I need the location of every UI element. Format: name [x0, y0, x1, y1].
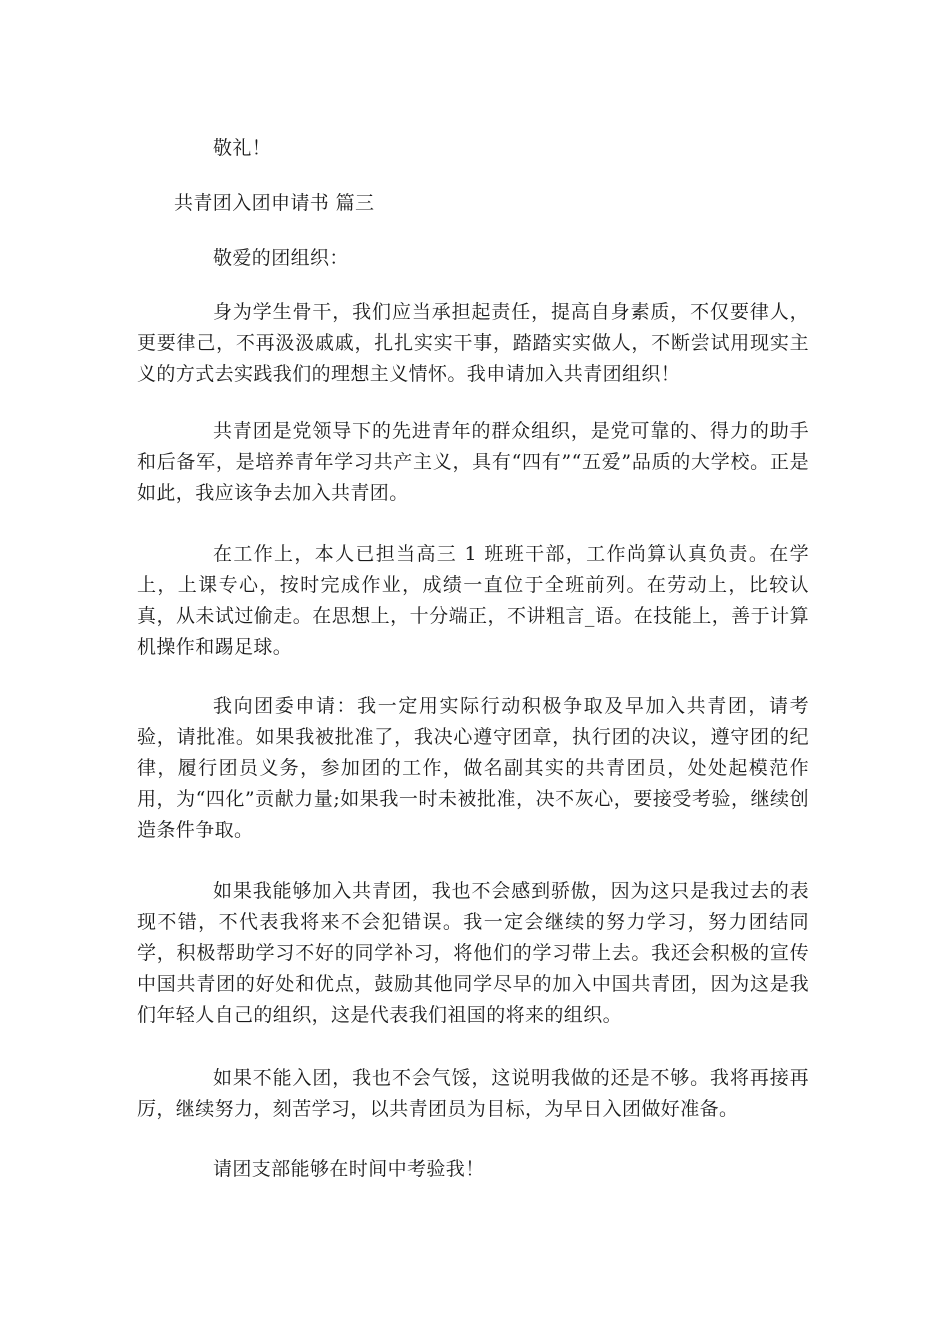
paragraph-3: 在工作上，本人已担当高三 1 班班干部，工作尚算认真负责。在学上，上课专心，按时完成作业，成绩一直位于全班前列。在劳动上，比较认真，从未试过偷走。在思想上，十分端正，不讲粗言_语。在技能上，善于计算机操作和踢足球。: [137, 543, 809, 658]
paragraph-2: 共青团是党领导下的先进青年的群众组织，是党可靠的、得力的助手和后备军，是培养青年学习共产主义，具有“四有”“五爱”品质的大学校。正是如此，我应该争去加入共青团。: [137, 420, 809, 504]
paragraph-7: 请团支部能够在时间中考验我！: [213, 1158, 485, 1180]
paragraph-5: 如果我能够加入共青团，我也不会感到骄傲，因为这只是我过去的表现不错，不代表我将来不会犯错误。我一定会继续的努力学习，努力团结同学，积极帮助学习不好的同学补习，将他们的学习带上去。我还会积极的宣传中国共青团的好处和优点，鼓励其他同学尽早的加入中国共青团，因为这是我们年轻人自己的组织，这是代表我们祖国的将来的组织。: [137, 880, 809, 1026]
paragraph-1: 身为学生骨干，我们应当承担起责任，提高自身素质，不仅要律人，更要律己，不再汲汲戚戚，扎扎实实干事，踏踏实实做人，不断尝试用现实主义的方式去实践我们的理想主义情怀。我申请加入共青团组织！: [137, 301, 809, 385]
paragraph-6: 如果不能入团，我也不会气馁，这说明我做的还是不够。我将再接再厉，继续努力，刻苦学习，以共青团员为目标，为早日入团做好准备。: [137, 1067, 809, 1120]
salutation: 敬爱的团组织：: [213, 247, 349, 269]
closing-line: 敬礼！: [213, 137, 272, 159]
section-title: 共青团入团申请书 篇三: [174, 192, 375, 214]
paragraph-4: 我向团委申请：我一定用实际行动积极争取及早加入共青团，请考验，请批准。如果我被批准了，我决心遵守团章，执行团的决议，遵守团的纪律，履行团员义务，参加团的工作，做名副其实的共青团员，处处起模范作用，为“四化”贡献力量;如果我一时未被批准，决不灰心，要接受考验，继续创造条件争取。: [137, 695, 809, 841]
